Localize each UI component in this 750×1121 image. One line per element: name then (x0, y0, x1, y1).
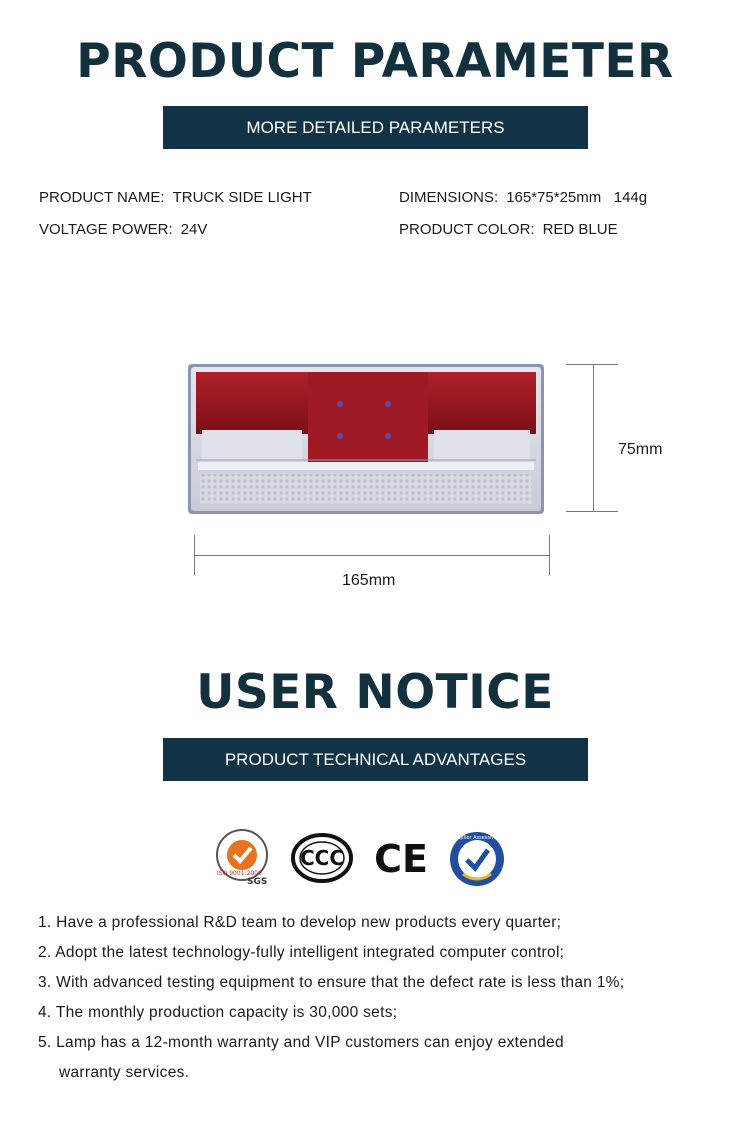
param-voltage (39, 221, 207, 238)
param-label: VOLTAGE POWER: (39, 221, 173, 238)
notice-item: 2. Adopt the latest technology-fully intelligent integrated computer control; (38, 944, 565, 961)
dimension-height-label: 75mm (618, 441, 663, 458)
section-title-user-notice: USER NOTICE (196, 665, 554, 720)
param-color (399, 221, 618, 238)
param-dimensions (399, 189, 647, 206)
sgs-text: SGS (247, 877, 268, 886)
param-label: PRODUCT COLOR: (399, 221, 535, 238)
param-product-name (39, 189, 312, 206)
ccc-icon (290, 832, 354, 884)
notice-item: 1. Have a professional R&D team to develop new products every quarter; (38, 914, 562, 931)
iso9001-sgs-icon (215, 828, 271, 886)
param-label: DIMENSIONS: (399, 189, 499, 206)
dimension-height-line (593, 364, 594, 512)
dimension-width-label: 165mm (342, 572, 396, 589)
banner-product-technical-advantages: PRODUCT TECHNICAL ADVANTAGES (163, 738, 588, 781)
supplier-text: Supplier Assessment (450, 835, 504, 841)
ccc-text: CCC (299, 846, 345, 870)
notice-item: 3. With advanced testing equipment to ensure that the defect rate is less than 1%; (38, 974, 625, 991)
param-value: RED BLUE (542, 221, 618, 238)
dimension-height-bottom-tick (566, 511, 618, 512)
iso-text: ISO 9001:2000 (217, 870, 262, 877)
param-value: TRUCK SIDE LIGHT (172, 189, 312, 206)
notice-item: 4. The monthly production capacity is 30,000 sets; (38, 1004, 398, 1021)
ce-icon (374, 838, 428, 878)
param-value: 24V (180, 221, 208, 238)
ce-text: CE (374, 838, 428, 878)
notice-item: 5. Lamp has a 12-month warranty and VIP customers can enjoy extended (38, 1034, 564, 1051)
supplier-assessment-icon (448, 830, 506, 888)
dimension-width-line (194, 555, 550, 556)
param-label: PRODUCT NAME: (39, 189, 165, 206)
banner-more-detailed-parameters: MORE DETAILED PARAMETERS (163, 106, 588, 149)
param-value: 165*75*25mm 144g (506, 189, 648, 206)
notice-item-continuation: warranty services. (59, 1064, 190, 1081)
dimension-height-top-tick (566, 364, 618, 365)
truck-side-light-image (188, 364, 544, 514)
section-title-product-parameter: PRODUCT PARAMETER (76, 34, 674, 89)
